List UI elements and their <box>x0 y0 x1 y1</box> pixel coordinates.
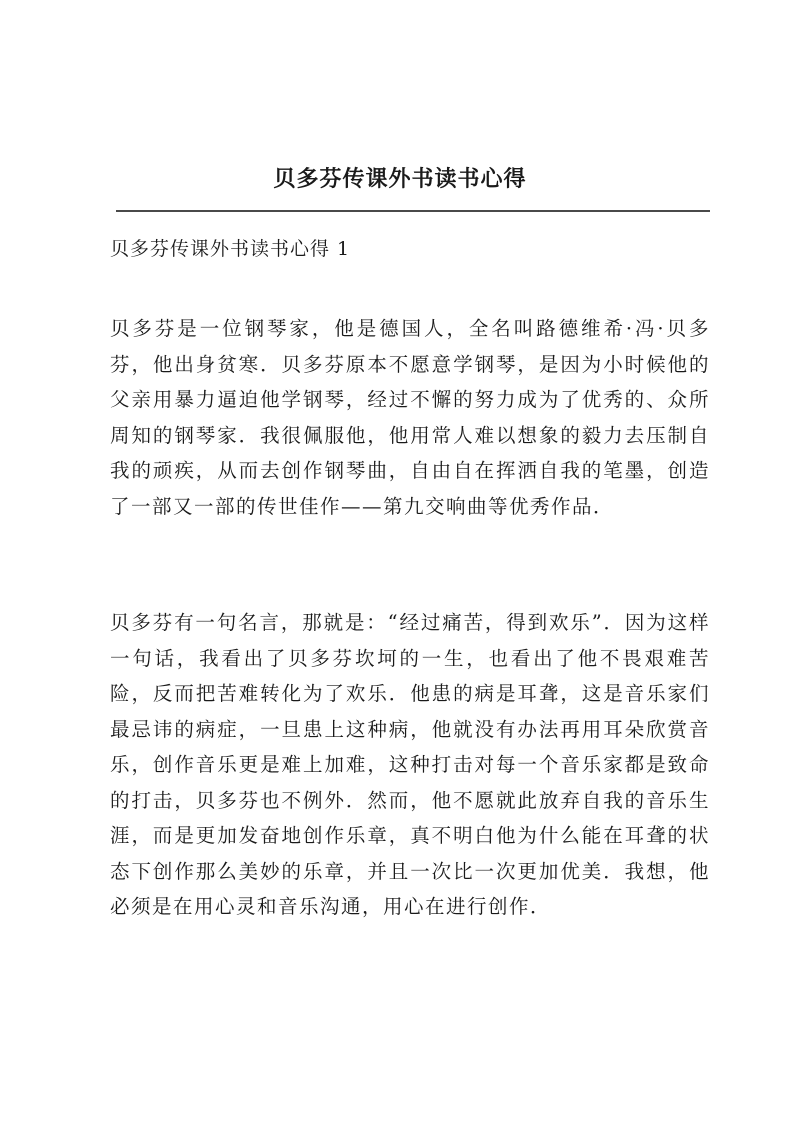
title-divider <box>116 210 710 212</box>
body-paragraph-2: 贝多芬有一句名言，那就是：“经过痛苦，得到欢乐”．因为这样一句话，我看出了贝多芬坎坷的一生，也看出了他不畏艰难苦险，反而把苦难转化为了欢乐．他患的病是耳聋，这是音乐家们最忌讳的病症，一旦患上这种病，他就没有办法再用耳朵欣赏音乐，创作音乐更是难上加难，这种打击对每一个音乐家都是致命的打击，贝多芬也不例外．然而，他不愿就此放弃自我的音乐生涯，而是更加发奋地创作乐章，真不明白他为什么能在耳聋的状态下创作那么美妙的乐章，并且一次比一次更加优美．我想，他必须是在用心灵和音乐沟通，用心在进行创作． <box>110 611 710 918</box>
document-title: 贝多芬传课外书读书心得 <box>273 166 527 192</box>
body-paragraph-1: 贝多芬是一位钢琴家，他是德国人，全名叫路德维希·冯·贝多芬，他出身贫寒．贝多芬原本不愿意学钢琴，是因为小时候他的父亲用暴力逼迫他学钢琴，经过不懈的努力成为了优秀的、众所周知的钢琴家．我很佩服他，他用常人难以想象的毅力去压制自我的顽疾，从而去创作钢琴曲，自由自在挥洒自我的笔墨，创造了一部又一部的传世佳作——第九交响曲等优秀作品． <box>110 317 710 518</box>
section-heading: 贝多芬传课外书读书心得 1 <box>110 238 351 260</box>
